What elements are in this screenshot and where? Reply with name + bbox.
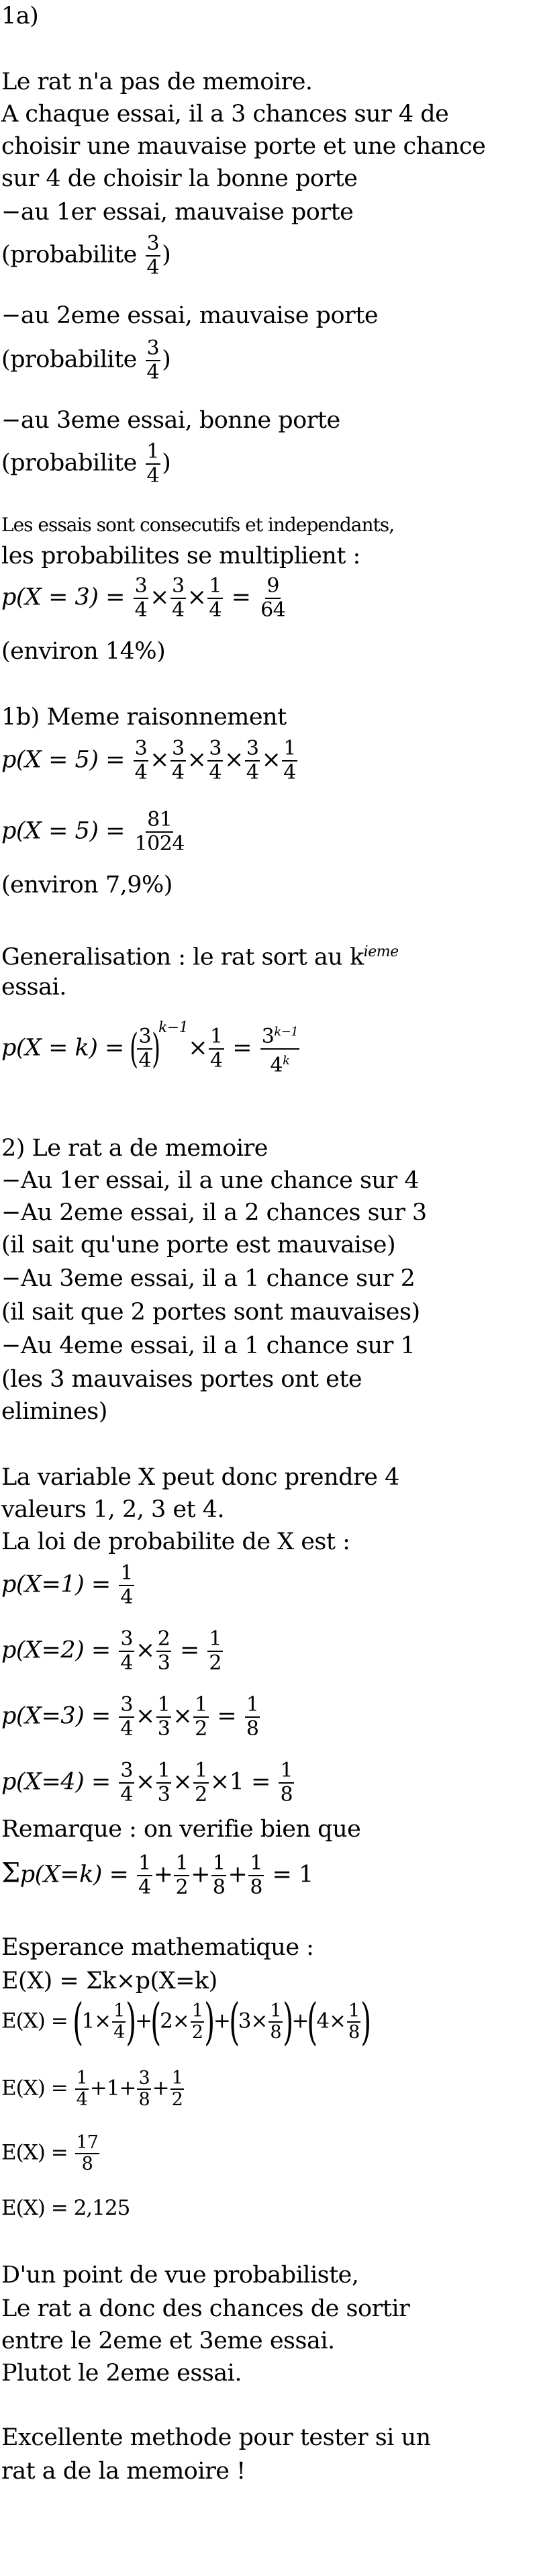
formula-px1: p(X=1) = $\frac{1}{4}$ [1,1561,133,1609]
text-line: elimines) [1,1398,107,1425]
formula-expectation-def: E(X) = Σk×p(X=k) [1,1968,217,1994]
formula-lhs: p(X = 5) = [1,817,125,845]
generalisation-line: Generalisation : le rat sort au $k^{ieme}$ [1,944,399,971]
text-line: rat a de la memoire ! [1,2458,246,2485]
text-line: Le rat n'a pas de memoire. [1,68,313,95]
text-line: valeurs 1, 2, 3 et 4. [1,1496,225,1523]
text-line: essai. [1,974,66,1001]
formula-lhs: p(X = 3) = [1,584,125,611]
fraction: $\frac{3}{4}$ [146,336,160,384]
formula-px2: p(X=2) = $\frac{3}{4}$ × $\frac{2}{3}$ = $\frac{1}{2}$ [1,1627,222,1675]
formula-p-xk: p(X = k) = ( $\frac{3}{4}$ )$^{k-1}$× $\frac{1}{4}$ = $\frac{3^{k-1}}{4^k}$ [1,1019,299,1077]
text-line: (les 3 mauvaises portes ont ete [1,1366,362,1393]
text-line: choisir une mauvaise porte et une chance [1,133,486,160]
text-line: −Au 4eme essai, il a 1 chance sur 1 [1,1332,416,1359]
formula-lhs: p(X = k) = [1,1034,124,1062]
formula-lhs: p(X = 5) = [1,746,125,774]
text-line: D'un point de vue probabiliste, [1,2262,359,2289]
text-line: A chaque essai, il a 3 chances sur 4 de [1,101,449,128]
exponent: ieme [363,944,399,960]
text-line: (il sait qu'une porte est mauvaise) [1,1232,396,1258]
fraction: $\frac{3}{4}$ [146,232,160,279]
text-line: Remarque : on verifie bien que [1,1816,361,1843]
text-line: Excellente methode pour tester si un [1,2424,431,2451]
fraction: $\frac{1}{4}$ [146,440,160,488]
approx-text: (environ 7,9%) [1,872,173,899]
text-line: −Au 3eme essai, il a 1 chance sur 2 [1,1265,416,1292]
formula-expectation-value: E(X) = 2,125 [1,2196,130,2220]
formula-expectation-expanded: E(X) = (1× $\frac{1}{4}$ )+(2× $\frac{1}{2}$ )+(3× $\frac{1}{8}$ )+(4× $\frac{1}{8}$ ) [1,1993,371,2051]
text-line: −Au 2eme essai, il a 2 chances sur 3 [1,1199,427,1226]
formula-expectation-fraction: E(X) = $\frac{17}{8}$ [1,2132,98,2174]
formula-expectation-sum: E(X) = $\frac{1}{4}$ +1+ $\frac{3}{8}$ + $\frac{1}{2}$ [1,2068,183,2110]
text-line: sur 4 de choisir la bonne porte [1,165,358,192]
text-line: La loi de probabilite de X est : [1,1528,350,1555]
probability-line: (probabilite $\frac{1}{4}$ ) [1,440,171,488]
text-line: La variable X peut donc prendre 4 [1,1464,399,1491]
probability-label: (probabilite [1,346,137,373]
text-line: −au 3eme essai, bonne porte [1,407,340,434]
formula-p-x3: p(X = 3) = $\frac{3}{4}$ × $\frac{3}{4}$ × $\frac{1}{4}$ = $\frac{9}{64}$ [1,574,286,622]
formula-px3: p(X=3) = $\frac{3}{4}$ × $\frac{1}{3}$ × $\frac{1}{2}$ = $\frac{1}{8}$ [1,1693,259,1741]
probability-label: (probabilite [1,241,137,269]
probability-label: (probabilite [1,449,137,477]
probability-line: (probabilite $\frac{3}{4}$ ) [1,336,171,384]
section-label-1a: 1a) [1,3,39,30]
formula-p-x5-result: p(X = 5) = $\frac{81}{1024}$ [1,808,185,856]
section-heading-esperance: Esperance mathematique : [1,1934,314,1961]
formula-p-x5: p(X = 5) = $\frac{3}{4}$ × $\frac{3}{4}$ × $\frac{3}{4}$ × $\frac{3}{4}$ × $\frac{1}{4}$ [1,737,296,784]
text-line: −au 2eme essai, mauvaise porte [1,302,379,329]
text-line: Les essais sont consecutifs et independants, [1,514,395,536]
formula-sum-check: Σp(X=k) = $\frac{1}{4}$ + $\frac{1}{2}$ + $\frac{1}{8}$ + $\frac{1}{8}$ = 1 [1,1851,313,1899]
section-heading-1b: 1b) Meme raisonnement [1,704,287,731]
formula-px4: p(X=4) = $\frac{3}{4}$ × $\frac{1}{3}$ × $\frac{1}{2}$ ×1 = $\frac{1}{8}$ [1,1759,293,1806]
text-line: −Au 1er essai, il a une chance sur 4 [1,1167,420,1194]
approx-text: (environ 14%) [1,638,166,665]
text-line: (il sait que 2 portes sont mauvaises) [1,1299,420,1326]
text-line: Le rat a donc des chances de sortir [1,2295,410,2322]
text-line: −au 1er essai, mauvaise porte [1,199,354,226]
text-line: entre le 2eme et 3eme essai. [1,2328,335,2354]
section-heading-2: 2) Le rat a de memoire [1,1135,268,1162]
text-line: Plutot le 2eme essai. [1,2360,242,2387]
probability-line: (probabilite $\frac{3}{4}$ ) [1,232,171,279]
text-line: les probabilites se multiplient : [1,543,360,569]
